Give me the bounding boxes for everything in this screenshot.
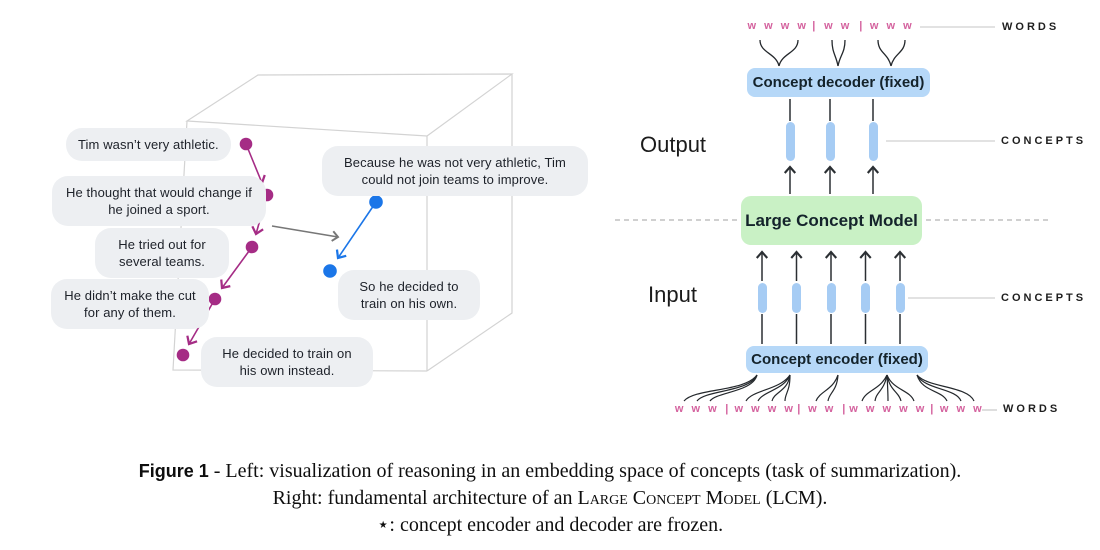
caption-line-1 bbox=[0, 458, 1100, 485]
bubble-sentence-3: He tried out for several teams. bbox=[95, 228, 229, 278]
mapping-arrow bbox=[272, 226, 338, 237]
input-concept-bar-3 bbox=[827, 283, 836, 313]
large-concept-model-box: Large Concept Model bbox=[741, 196, 922, 245]
caption-lcm-smallcaps: Large Concept Model bbox=[577, 487, 761, 509]
caption-line2-prefix: Right: fundamental architecture of an bbox=[272, 487, 578, 509]
bubble-sentence-5: He decided to train on his own instead. bbox=[201, 337, 373, 387]
words-bottom-group-5: w w w bbox=[939, 403, 985, 415]
caption-line1-text: Left: visualization of reasoning in an embedding space of concepts (task of summarization). bbox=[225, 460, 962, 482]
input-lcm-arrows bbox=[762, 252, 900, 281]
bubble-sentence-4: He didn’t make the cut for any of them. bbox=[51, 279, 209, 329]
concept-encoder-box: Concept encoder (fixed) bbox=[746, 346, 928, 373]
caption-separator: - bbox=[208, 460, 226, 482]
words-bottom-divider-1: | bbox=[725, 403, 731, 415]
words-top-group-1: w w w w bbox=[747, 20, 809, 32]
words-label-bottom: WORDS bbox=[1003, 403, 1061, 415]
caption-frozen-note: ⋆: concept encoder and decoder are frozen. bbox=[376, 514, 724, 536]
bubble-summary-result: So he decided to train on his own. bbox=[338, 270, 480, 320]
output-concept-bar-3 bbox=[869, 122, 878, 161]
words-bottom-group-3: w w bbox=[808, 403, 836, 415]
output-concept-bar-2 bbox=[826, 122, 835, 161]
concepts-label-top: CONCEPTS bbox=[1001, 135, 1087, 147]
input-label: Input bbox=[648, 282, 697, 307]
decoder-word-fans bbox=[760, 40, 905, 66]
output-concept-bar-1 bbox=[786, 122, 795, 161]
words-top-divider-1: | bbox=[812, 20, 818, 32]
words-top-group-2: w w bbox=[824, 20, 852, 32]
words-label-top: WORDS bbox=[1002, 21, 1060, 33]
concepts-label-bottom: CONCEPTS bbox=[1001, 292, 1087, 304]
lcm-output-arrows bbox=[790, 167, 873, 194]
caption-line2-suffix: (LCM). bbox=[760, 487, 828, 509]
words-bottom-divider-3: | bbox=[842, 403, 848, 415]
bar-encoder-lines bbox=[762, 314, 900, 344]
words-bottom-divider-4: | bbox=[930, 403, 936, 415]
words-top-divider-2: | bbox=[859, 20, 865, 32]
words-top-group-3: w w w bbox=[869, 20, 915, 32]
input-concept-bar-2 bbox=[792, 283, 801, 313]
caption-line-3 bbox=[0, 512, 1100, 539]
words-bottom-group-4: w w w w w bbox=[849, 403, 927, 415]
output-label: Output bbox=[640, 132, 707, 157]
words-bottom-divider-2: | bbox=[797, 403, 803, 415]
input-concept-bar-5 bbox=[896, 283, 905, 313]
figure-caption bbox=[0, 458, 1100, 539]
bubble-summary-source: Because he was not very athletic, Tim could not join teams to improve. bbox=[322, 146, 588, 196]
encoder-word-fans bbox=[684, 375, 974, 401]
bubble-sentence-1: Tim wasn’t very athletic. bbox=[66, 128, 231, 161]
summary-path bbox=[338, 202, 376, 258]
decoder-bar-lines bbox=[790, 99, 873, 121]
figure-number: Figure 1 bbox=[138, 461, 209, 481]
words-bottom-group-1: w w w bbox=[674, 403, 720, 415]
input-concept-bar-4 bbox=[861, 283, 870, 313]
caption-line-2 bbox=[0, 485, 1100, 512]
words-bottom-group-2: w w w w bbox=[734, 403, 796, 415]
concept-decoder-box: Concept decoder (fixed) bbox=[747, 68, 930, 97]
input-concept-bar-1 bbox=[758, 283, 767, 313]
bubble-sentence-2: He thought that would change if he joined a sport. bbox=[52, 176, 266, 226]
